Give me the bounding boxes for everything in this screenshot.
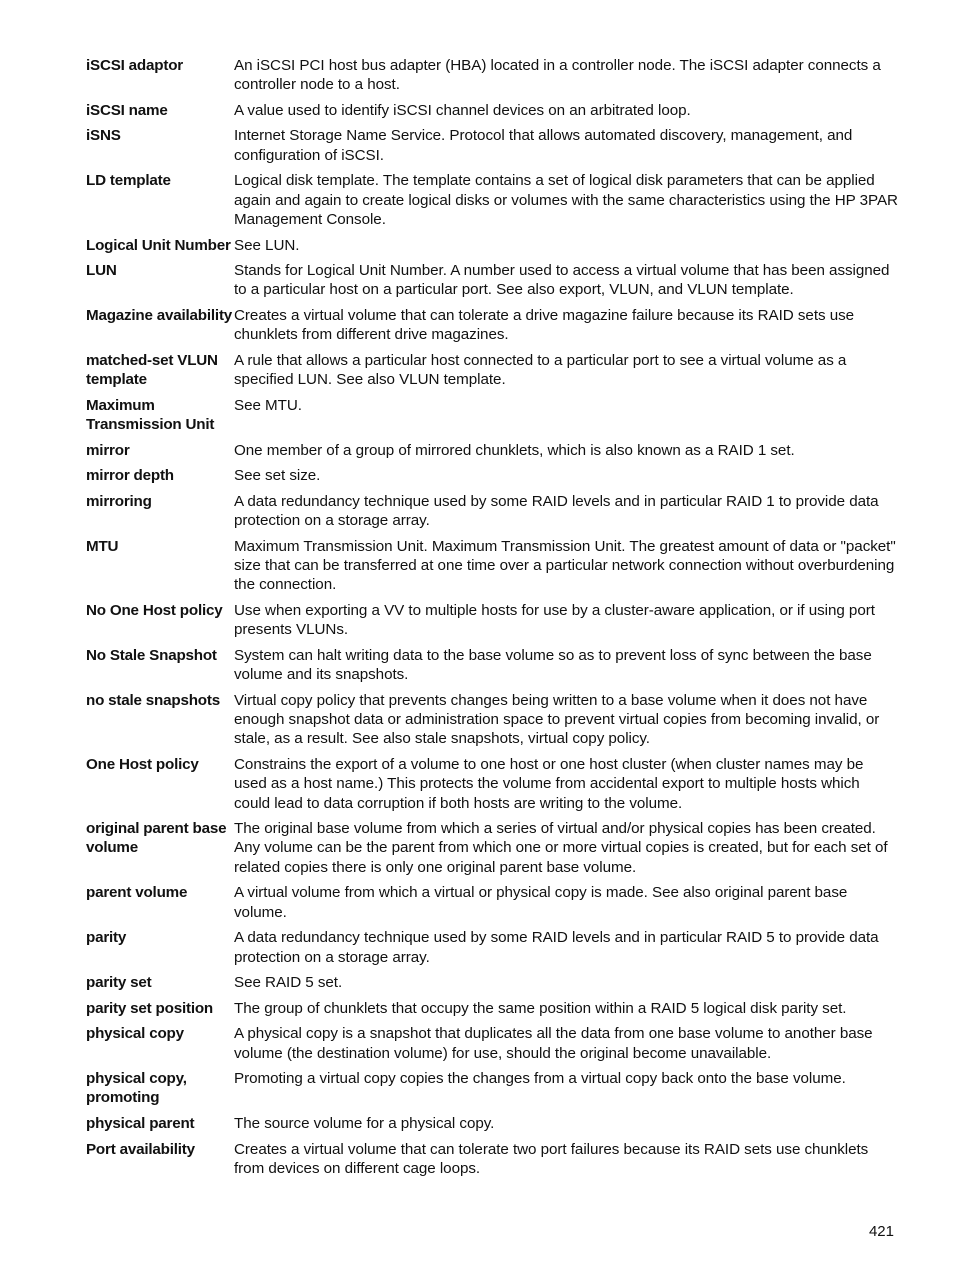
glossary-definition: The group of chunklets that occupy the same position within a RAID 5 logical disk parity set. xyxy=(234,999,847,1017)
glossary-definition: A physical copy is a snapshot that duplicates all the data from one base volume to another base volume (the destination volume) for use, should the original become unavailable. xyxy=(234,1025,873,1062)
glossary-term: No One Host policy xyxy=(86,601,223,619)
glossary-term: no stale snapshots xyxy=(86,691,220,709)
glossary-definition: One member of a group of mirrored chunklets, which is also known as a RAID 1 set. xyxy=(234,441,795,459)
glossary-definition: Stands for Logical Unit Number. A number used to access a virtual volume that has been assigned to a particular host on a particular port. See also export, VLUN, and VLUN template. xyxy=(234,262,890,299)
glossary-term: parity xyxy=(86,929,127,947)
glossary-definition: Creates a virtual volume that can tolerate a drive magazine failure because its RAID sets use chunklets from different drive magazines. xyxy=(234,307,855,344)
glossary-term: Magazine availability xyxy=(86,307,233,325)
glossary-term: matched-set VLUN template xyxy=(86,351,218,389)
glossary-definition: An iSCSI PCI host bus adapter (HBA) located in a controller node. The iSCSI adapter connects a controller node to a host. xyxy=(234,57,881,94)
glossary-entry xyxy=(86,441,898,460)
glossary-entry xyxy=(86,646,898,685)
glossary-definition: A virtual volume from which a virtual or physical copy is made. See also original parent base volume. xyxy=(234,884,848,921)
glossary-definition: System can halt writing data to the base volume so as to prevent loss of sync between the base volume and its snapshots. xyxy=(234,646,872,684)
glossary-entry xyxy=(86,492,898,531)
glossary-term: No Stale Snapshot xyxy=(86,646,217,664)
glossary-entry xyxy=(86,236,898,255)
glossary-list xyxy=(86,56,898,1185)
glossary-entry xyxy=(86,396,898,435)
glossary-term: One Host policy xyxy=(86,755,199,773)
glossary-entry xyxy=(86,1024,898,1063)
glossary-term: physical parent xyxy=(86,1115,195,1133)
glossary-term: iSCSI adaptor xyxy=(86,57,183,74)
glossary-definition: A data redundancy technique used by some RAID levels and in particular RAID 5 to provide data protection on a storage array. xyxy=(234,929,879,966)
glossary-entry xyxy=(86,56,898,95)
glossary-term: physical copy xyxy=(86,1025,184,1043)
glossary-term: mirroring xyxy=(86,492,152,510)
glossary-term: physical copy, promoting xyxy=(86,1070,187,1107)
glossary-definition: A data redundancy technique used by some RAID levels and in particular RAID 1 to provide data protection on a storage array. xyxy=(234,492,879,530)
glossary-entry xyxy=(86,928,898,967)
glossary-term: Logical Unit Number xyxy=(86,236,231,254)
glossary-term: mirror xyxy=(86,441,130,459)
glossary-entry xyxy=(86,819,898,877)
glossary-definition: The original base volume from which a series of virtual and/or physical copies has been created. Any volume can be the parent from which one or more virtual copies is created, but for each set of related copies there is only one original parent base volume. xyxy=(234,820,888,876)
glossary-term: LUN xyxy=(86,262,117,280)
glossary-definition: Virtual copy policy that prevents changes being written to a base volume when it does not have enough snapshot data or administration space to prevent virtual copies from becoming invalid, or stale, as a result. See also stale snapshots, virtual copy policy. xyxy=(234,691,880,748)
glossary-definition: Logical disk template. The template contains a set of logical disk parameters that can be applied again and again to create logical disks or volumes with the same characteristics using the HP 3PAR Management Console. xyxy=(234,172,898,228)
glossary-entry xyxy=(86,126,898,165)
glossary-entry xyxy=(86,537,898,595)
glossary-definition: Promoting a virtual copy copies the changes from a virtual copy back onto the base volume. xyxy=(234,1070,846,1088)
glossary-definition: Use when exporting a VV to multiple hosts for use by a cluster-aware application, or if using port presents VLUNs. xyxy=(234,601,875,639)
page-number: 421 xyxy=(868,1223,894,1240)
glossary-definition: Creates a virtual volume that can tolerate two port failures because its RAID sets use chunklets from devices on different cage loops. xyxy=(234,1140,869,1177)
glossary-term: iSCSI name xyxy=(86,101,168,119)
glossary-term: mirror depth xyxy=(86,467,174,485)
glossary-definition: Maximum Transmission Unit. Maximum Transmission Unit. The greatest amount of data or "packet" size that can be transferred at one time over a particular network connection without overburdening the connection. xyxy=(234,537,896,594)
glossary-term: Port availability xyxy=(86,1140,195,1158)
glossary-entry xyxy=(86,601,898,640)
glossary-entry xyxy=(86,171,898,229)
glossary-term: iSNS xyxy=(86,127,121,145)
glossary-definition: See LUN. xyxy=(234,236,300,254)
glossary-definition: A rule that allows a particular host connected to a particular port to see a virtual volume as a specified LUN. See also VLUN template. xyxy=(234,351,847,389)
glossary-definition: Internet Storage Name Service. Protocol that allows automated discovery, management, and configuration of iSCSI. xyxy=(234,127,853,164)
glossary-definition: The source volume for a physical copy. xyxy=(234,1115,495,1133)
glossary-entry xyxy=(86,883,898,922)
glossary-term: parity set position xyxy=(86,999,213,1017)
glossary-term: LD template xyxy=(86,172,171,190)
glossary-term: MTU xyxy=(86,537,119,555)
glossary-definition: See set size. xyxy=(234,467,321,485)
glossary-entry xyxy=(86,999,898,1018)
glossary-entry xyxy=(86,1140,898,1179)
glossary-entry xyxy=(86,261,898,300)
glossary-entry xyxy=(86,1114,898,1133)
glossary-entry xyxy=(86,466,898,485)
glossary-entry xyxy=(86,691,898,749)
glossary-definition: A value used to identify iSCSI channel devices on an arbitrated loop. xyxy=(234,101,691,119)
glossary-definition: See RAID 5 set. xyxy=(234,974,343,992)
glossary-definition: See MTU. xyxy=(234,396,302,414)
glossary-term: parent volume xyxy=(86,884,188,902)
glossary-entry xyxy=(86,351,898,390)
glossary-definition: Constrains the export of a volume to one host or one host cluster (when cluster names may be used as a host name.) This protects the volume from accidental export to multiple hosts which could lead to data corruption if both hosts are writing to the volume. xyxy=(234,755,864,812)
glossary-entry xyxy=(86,306,898,345)
glossary-term: Maximum Transmission Unit xyxy=(86,396,215,434)
glossary-entry xyxy=(86,101,898,120)
glossary-entry xyxy=(86,973,898,992)
glossary-entry xyxy=(86,755,898,813)
glossary-entry xyxy=(86,1069,898,1108)
glossary-term: parity set xyxy=(86,974,152,992)
glossary-term: original parent base volume xyxy=(86,820,227,857)
